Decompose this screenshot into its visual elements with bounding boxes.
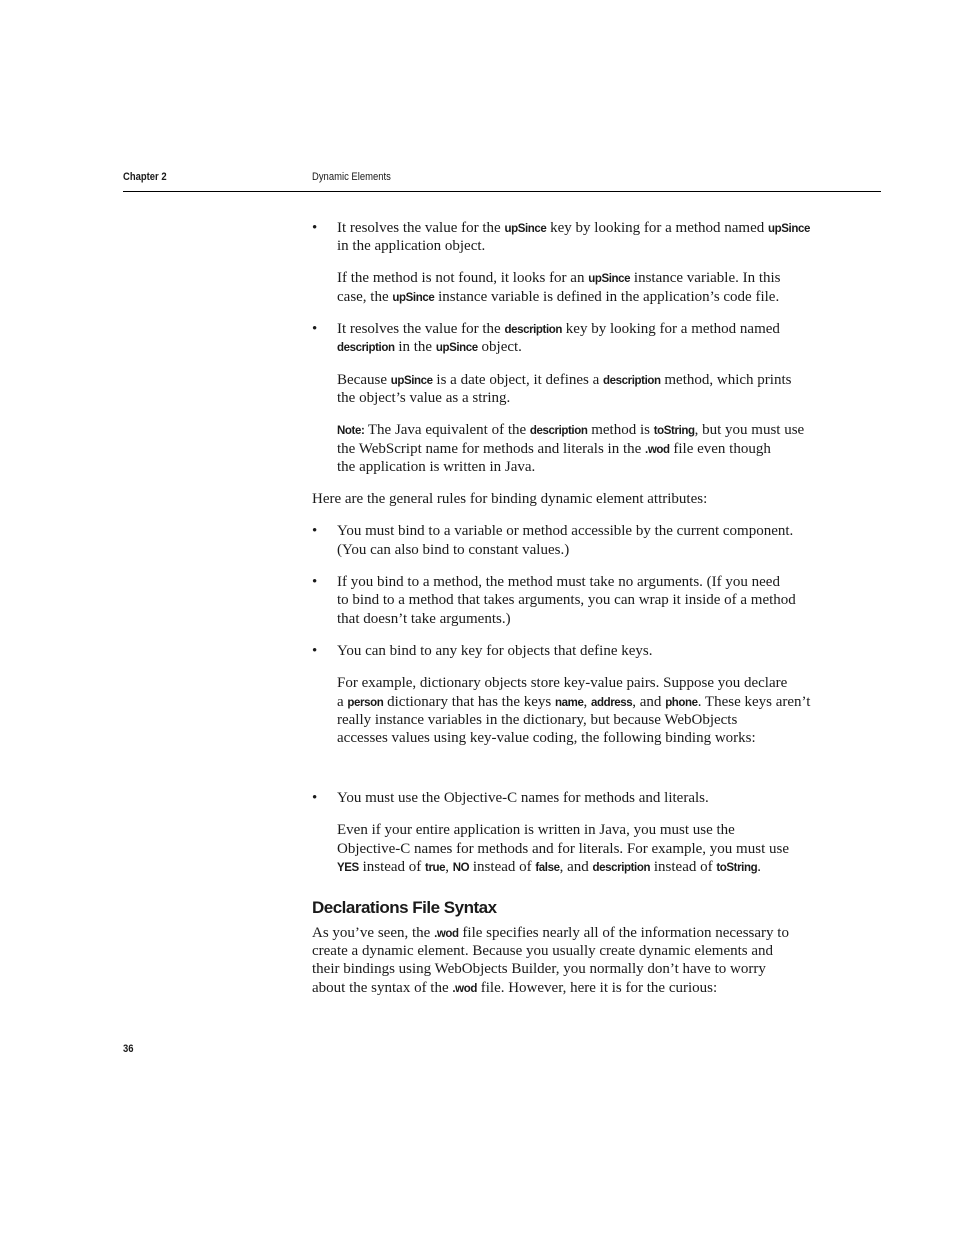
note-line-2: the WebScript name for methods and literals in the .wod file even though <box>337 441 771 457</box>
chapter-title: Dynamic Elements <box>312 171 391 183</box>
rule-1-line-2: (You can also bind to constant values.) <box>337 542 570 558</box>
page-number: 36 <box>123 1043 134 1055</box>
para-3-line-3: really instance variables in the dictionary, but because WebObjects <box>337 712 738 728</box>
para-4-line-3: YES instead of true, NO instead of false, and description instead of toString. <box>337 859 761 875</box>
rule-3-line-1: You can bind to any key for objects that define keys. <box>337 643 653 659</box>
para-4-line-2: Objective-C names for methods and for literals. For example, you must use <box>337 841 789 857</box>
para-1-line-2: case, the upSince instance variable is defined in the application’s code file. <box>337 289 780 305</box>
rule-4-line-1: You must use the Objective-C names for methods and literals. <box>337 790 709 806</box>
para-3-line-1: For example, dictionary objects store key-value pairs. Suppose you declare <box>337 675 788 691</box>
para-1-line-1: If the method is not found, it looks for an upSince instance variable. In this <box>337 270 781 286</box>
section-line-4: about the syntax of the .wod file. However, here it is for the curious: <box>312 980 718 996</box>
chapter-label: Chapter 2 <box>123 171 167 183</box>
bullet-marker: • <box>312 790 318 806</box>
section-heading: Declarations File Syntax <box>312 898 497 917</box>
rule-2-line-1: If you bind to a method, the method must take no arguments. (If you need <box>337 574 780 590</box>
section-line-3: their bindings using WebObjects Builder, you normally don’t have to worry <box>312 961 766 977</box>
bullet-2-line-1: It resolves the value for the description key by looking for a method named <box>337 321 780 337</box>
section-line-1: As you’ve seen, the .wod file specifies nearly all of the information necessary to <box>312 925 789 941</box>
bullet-2-line-2: description in the upSince object. <box>337 339 522 355</box>
bullet-1-line-2: in the application object. <box>337 238 486 254</box>
para-2-line-2: the object’s value as a string. <box>337 390 511 406</box>
note-line-3: the application is written in Java. <box>337 459 536 475</box>
bullet-marker: • <box>312 643 318 659</box>
note-line-1: Note: The Java equivalent of the description method is toString, but you must use <box>337 422 805 438</box>
bullet-marker: • <box>312 523 318 539</box>
rule-1-line-1: You must bind to a variable or method accessible by the current component. <box>337 523 794 539</box>
bullet-marker: • <box>312 321 318 337</box>
note-label: Note: <box>337 425 365 437</box>
bullet-marker: • <box>312 220 318 236</box>
rule-2-line-3: that doesn’t take arguments.) <box>337 611 511 627</box>
rule-2-line-2: to bind to a method that takes arguments, you can wrap it inside of a method <box>337 592 796 608</box>
section-line-2: create a dynamic element. Because you usually create dynamic elements and <box>312 943 774 959</box>
para-3-line-4: accesses values using key-value coding, the following binding works: <box>337 730 756 746</box>
bullet-1-line-1: It resolves the value for the upSince key by looking for a method named upSince <box>337 220 810 236</box>
para-4-line-1: Even if your entire application is written in Java, you must use the <box>337 822 735 838</box>
para-2-line-1: Because upSince is a date object, it defines a description method, which prints <box>337 372 792 388</box>
rules-intro: Here are the general rules for binding dynamic element attributes: <box>312 491 708 507</box>
bullet-marker: • <box>312 574 318 590</box>
para-3-line-2: a person dictionary that has the keys name, address, and phone. These keys aren’t <box>337 694 811 710</box>
header-rule <box>123 191 881 192</box>
